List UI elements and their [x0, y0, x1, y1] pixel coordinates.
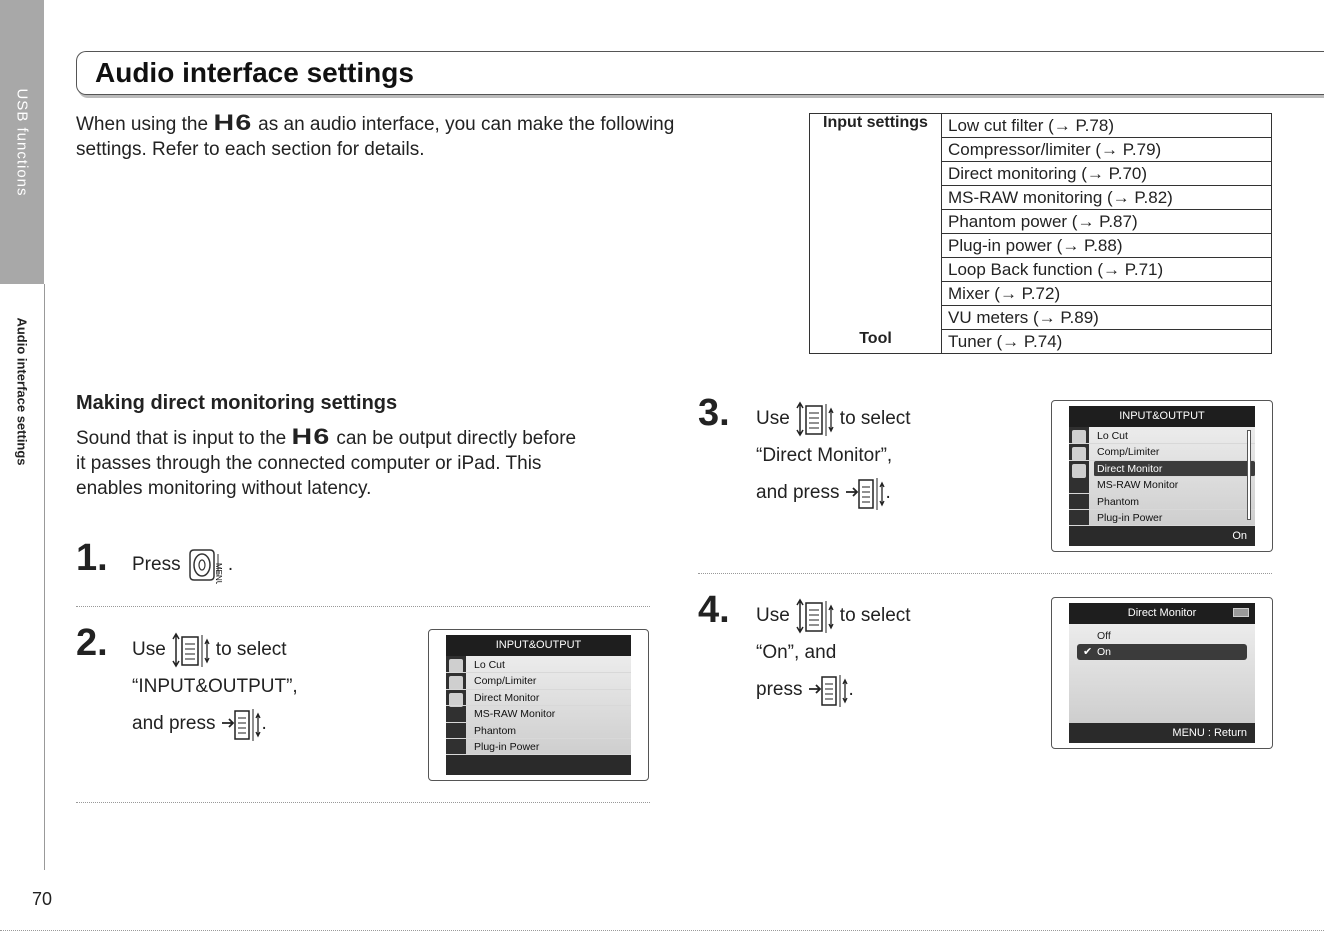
step-2-number: 2.: [76, 622, 108, 664]
step-2-text: Use to select “INPUT&OUTPUT”, and press .: [132, 628, 298, 743]
screen-menu-list: [446, 657, 631, 755]
h6-logo: H6: [291, 424, 331, 449]
battery-icon: [1233, 608, 1249, 617]
screen-frame-io: [428, 629, 649, 781]
table-cell: Compressor/limiter (→ P.79): [942, 138, 1272, 162]
table-cell: MS-RAW monitoring (→ P.82): [942, 186, 1272, 210]
step-1-number: 1.: [76, 537, 108, 579]
screen-title: Direct Monitor: [1069, 603, 1255, 624]
scroll-wheel-icon: [796, 400, 836, 436]
screen-footer: MENU : Return: [1069, 723, 1255, 743]
push-wheel-icon: [221, 705, 261, 741]
screen-menu-item: Plug-in Power: [446, 739, 631, 755]
screen-footer: [446, 755, 631, 775]
step-4-text: Use to select “On”, and press .: [756, 594, 911, 709]
chapter-label: USB functions: [13, 87, 31, 197]
table-cell: VU meters (→ P.89): [942, 306, 1272, 330]
screen-title: INPUT&OUTPUT: [1069, 406, 1255, 427]
table-row: [810, 330, 1272, 354]
screen-footer: On: [1069, 526, 1255, 546]
bottom-rule: [0, 930, 1324, 931]
screen-menu-item: MS-RAW Monitor: [1069, 477, 1255, 493]
table-cell: Mixer (→ P.72): [942, 282, 1272, 306]
table-row: [810, 114, 1272, 138]
screen-io-selected: [1069, 406, 1255, 546]
screen-frame-io-selected: [1051, 400, 1273, 552]
settings-table: [809, 113, 1272, 354]
screen-menu-item: Comp/Limiter: [446, 673, 631, 689]
intro-text: When using the H6 as an audio interface, you can make the following settings. Refer to each section for details.: [76, 110, 675, 160]
screen-menu-item: Direct Monitor: [1094, 461, 1255, 477]
screen-menu-item: MS-RAW Monitor: [446, 706, 631, 722]
step-divider: [698, 573, 1272, 574]
page-number: 70: [32, 889, 53, 909]
screen-option-list: [1069, 628, 1255, 660]
push-wheel-icon: [808, 671, 848, 707]
screen-frame-direct-monitor: [1051, 597, 1273, 749]
option-off: Off: [1097, 630, 1111, 642]
table-cell: Tuner (→ P.74): [942, 330, 1272, 354]
page-title: Audio interface settings: [95, 57, 414, 88]
input-settings-label: Input settings: [810, 114, 942, 330]
step-divider: [76, 802, 650, 803]
table-cell: Low cut filter (→ P.78): [942, 114, 1272, 138]
sidebar-divider: [44, 284, 45, 870]
screen-direct-monitor: [1069, 603, 1255, 743]
tool-label: Tool: [810, 330, 942, 354]
screen-menu-item: Lo Cut: [1069, 428, 1255, 444]
table-cell: Direct monitoring (→ P.70): [942, 162, 1272, 186]
screen-scrollbar: [1247, 430, 1251, 520]
table-cell: Plug-in power (→ P.88): [942, 234, 1272, 258]
screen-menu-list: [1069, 428, 1255, 526]
table-cell: Phantom power (→ P.87): [942, 210, 1272, 234]
push-wheel-icon: [845, 474, 885, 510]
svg-text:MENU: MENU: [213, 563, 223, 584]
step-3-text: Use to select “Direct Monitor”, and press .: [756, 397, 911, 512]
section-label: Audio interface settings: [14, 316, 30, 466]
screen-io: [446, 635, 631, 775]
check-icon: ✔: [1083, 646, 1093, 658]
step-divider: [76, 606, 650, 607]
h6-logo: H6: [213, 110, 253, 135]
screen-menu-item: Comp/Limiter: [1069, 444, 1255, 460]
step-3-number: 3.: [698, 392, 730, 434]
screen-menu-item: Phantom: [446, 723, 631, 739]
section-heading: Making direct monitoring settings: [76, 392, 398, 414]
screen-title: INPUT&OUTPUT: [446, 635, 631, 656]
menu-dial-icon: [186, 546, 228, 584]
option-on: ✔ On: [1077, 644, 1247, 660]
scroll-wheel-icon: [172, 631, 212, 667]
section-text: Sound that is input to the H6 can be output directly before it passes through the connected computer or iPad. This enables monitoring without latency.: [76, 424, 577, 499]
title-bar: [76, 51, 1324, 95]
screen-menu-item: Phantom: [1069, 494, 1255, 510]
table-cell: Loop Back function (→ P.71): [942, 258, 1272, 282]
screen-menu-item: Lo Cut: [446, 657, 631, 673]
screen-menu-item: Plug-in Power: [1069, 510, 1255, 526]
step-1-text: Press MENU .: [132, 546, 233, 584]
screen-menu-item: Direct Monitor: [446, 690, 631, 706]
scroll-wheel-icon: [796, 597, 836, 633]
step-4-number: 4.: [698, 589, 730, 631]
